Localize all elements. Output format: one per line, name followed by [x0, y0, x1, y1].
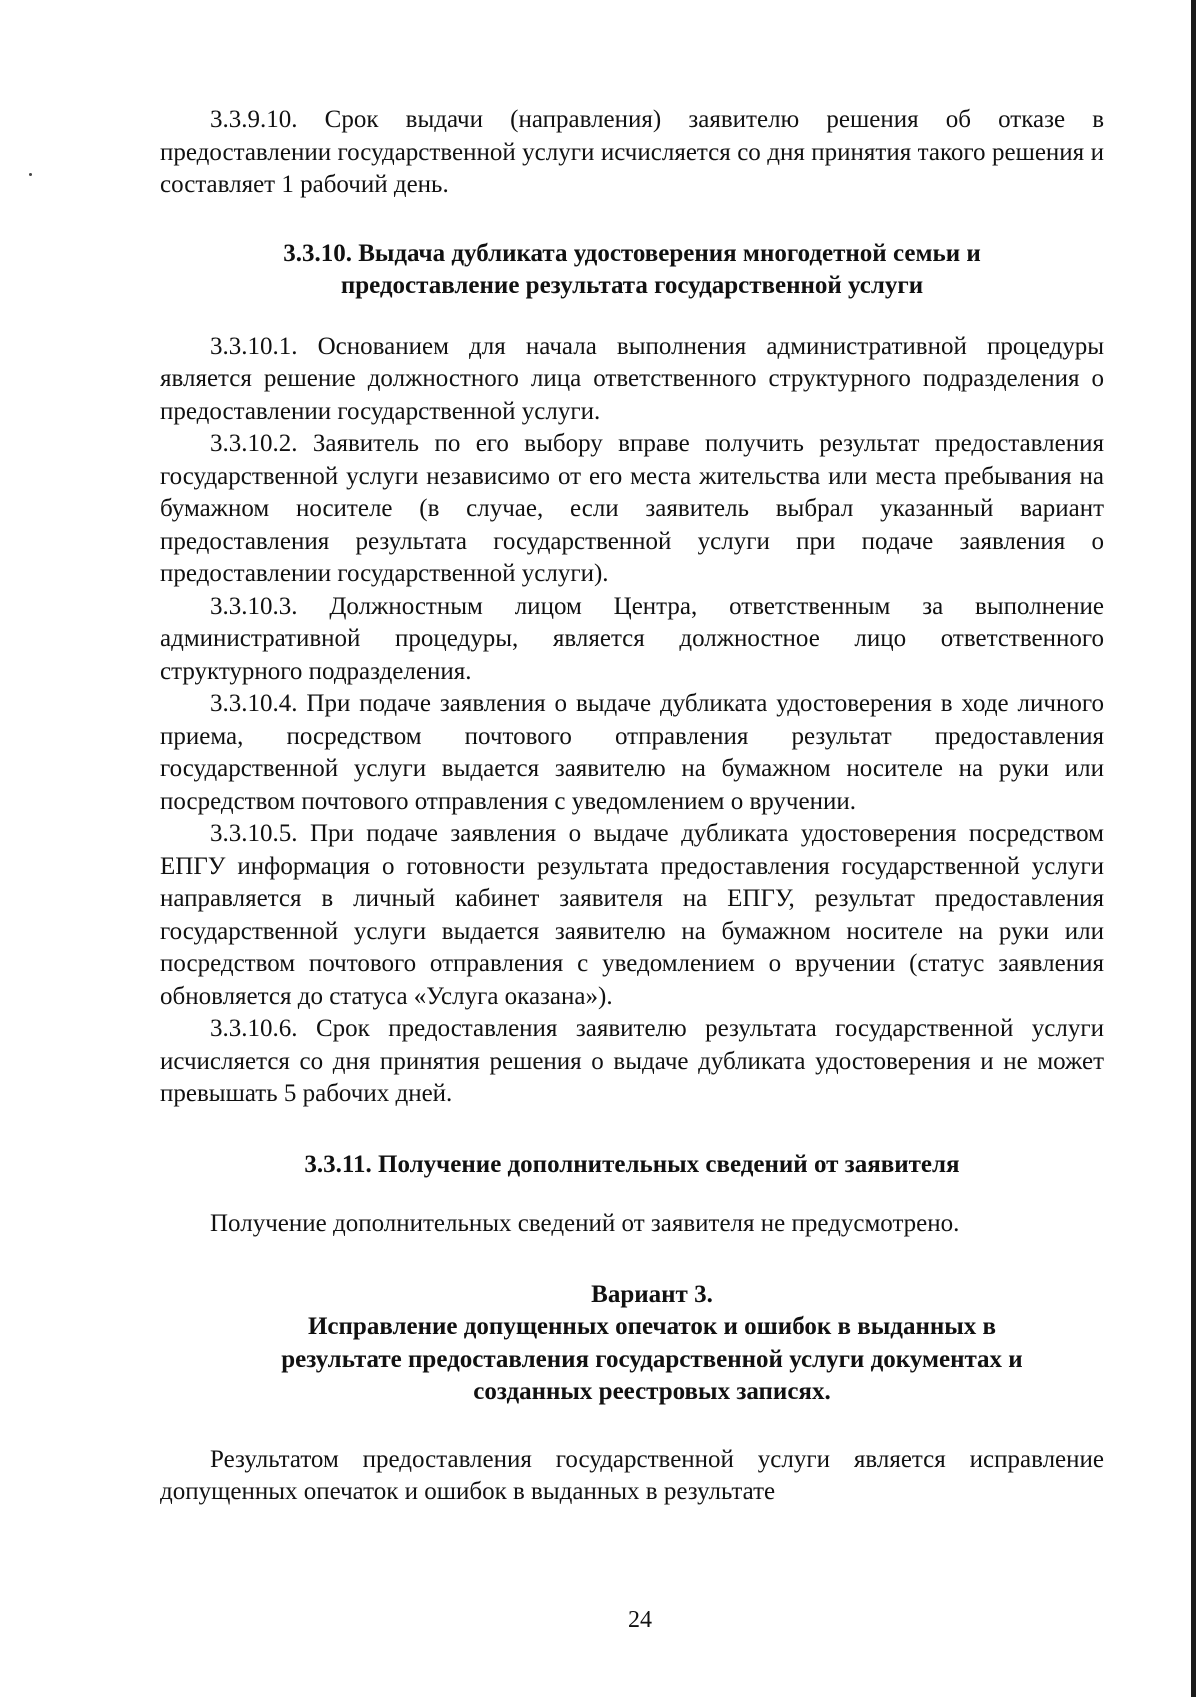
paragraph-3-3-10-6: 3.3.10.6. Срок предоставления заявителю результата государственной услуги исчисляется со дня принятия решения о выдаче дубликата удостоверения и не может превышать 5 рабочих дней.: [160, 1015, 1104, 1107]
variant-title-line1: Исправление допущенных опечаток и ошибок в выданных в: [307, 1313, 997, 1340]
paragraph-3-3-10-3: 3.3.10.3. Должностным лицом Центра, ответственным за выполнение административной процедуры, является должностное лицо ответственного структурного подразделения.: [160, 592, 1104, 685]
scan-edge-shadow: [1191, 0, 1196, 1697]
paragraph-variant-result: Результатом предоставления государственной услуги является исправление допущенных опечаток и ошибок в выданных в результате: [160, 1445, 1104, 1505]
heading-3-3-10-line1: 3.3.10. Выдача дубликата удостоверения многодетной семьи и: [283, 239, 981, 267]
paragraph-3-3-10-4: 3.3.10.4. При подаче заявления о выдаче дубликата удостоверения в ходе личного приема, посредством почтового отправления результат предоставления государственной услуги выдается заявителю на бумажном носителе на руки или посредством почтового отправления с уведомлением о вручении.: [160, 690, 1104, 815]
paragraph-3-3-10-2: 3.3.10.2. Заявитель по его выбору вправе получить результат предоставления государственной услуги независимо от его места жительства или места пребывания на бумажном носителе (в случае, если заявитель выбрал указанный вариант предоставления результата государственной услуги при подаче заявления о предоставлении государственной услуги).: [160, 430, 1104, 587]
paragraph-3-3-11: Получение дополнительных сведений от заявителя не предусмотрено.: [210, 1210, 960, 1237]
variant-heading: [160, 1279, 1104, 1409]
page-number: 24: [628, 1607, 652, 1633]
variant-title-line2: результате предоставления государственной услуги документах и: [281, 1345, 1023, 1373]
variant-title: Вариант 3.: [591, 1280, 713, 1308]
paragraph-3-3-9-10: 3.3.9.10. Срок выдачи (направления) заявителю решения об отказе в предоставлении государственной услуги исчисляется со дня принятия такого решения и составляет 1 рабочий день.: [160, 106, 1104, 198]
heading-3-3-10-line2: предоставление результата государственной услуги: [340, 272, 924, 299]
scan-speck: [29, 173, 32, 176]
paragraph-3-3-10-5: 3.3.10.5. При подаче заявления о выдаче дубликата удостоверения посредством ЕПГУ информация о готовности результата предоставления государственной услуги направляется в личный кабинет заявителя на ЕПГУ, результат предоставления государственной услуги выдается заявителю на бумажном носителе на руки или посредством почтового отправления с уведомлением о вручении (статус заявления обновляется до статуса «Услуга оказана»).: [160, 820, 1104, 1010]
heading-3-3-10: [160, 238, 1104, 303]
paragraph-3-3-10-1: 3.3.10.1. Основанием для начала выполнения административной процедуры является решение должностного лица ответственного структурного подразделения о предоставлении государственной услуги.: [160, 332, 1104, 425]
heading-3-3-11: 3.3.11. Получение дополнительных сведений от заявителя: [304, 1150, 960, 1178]
variant-title-line3: созданных реестровых записях.: [473, 1378, 831, 1405]
page-content: [160, 104, 1104, 1509]
